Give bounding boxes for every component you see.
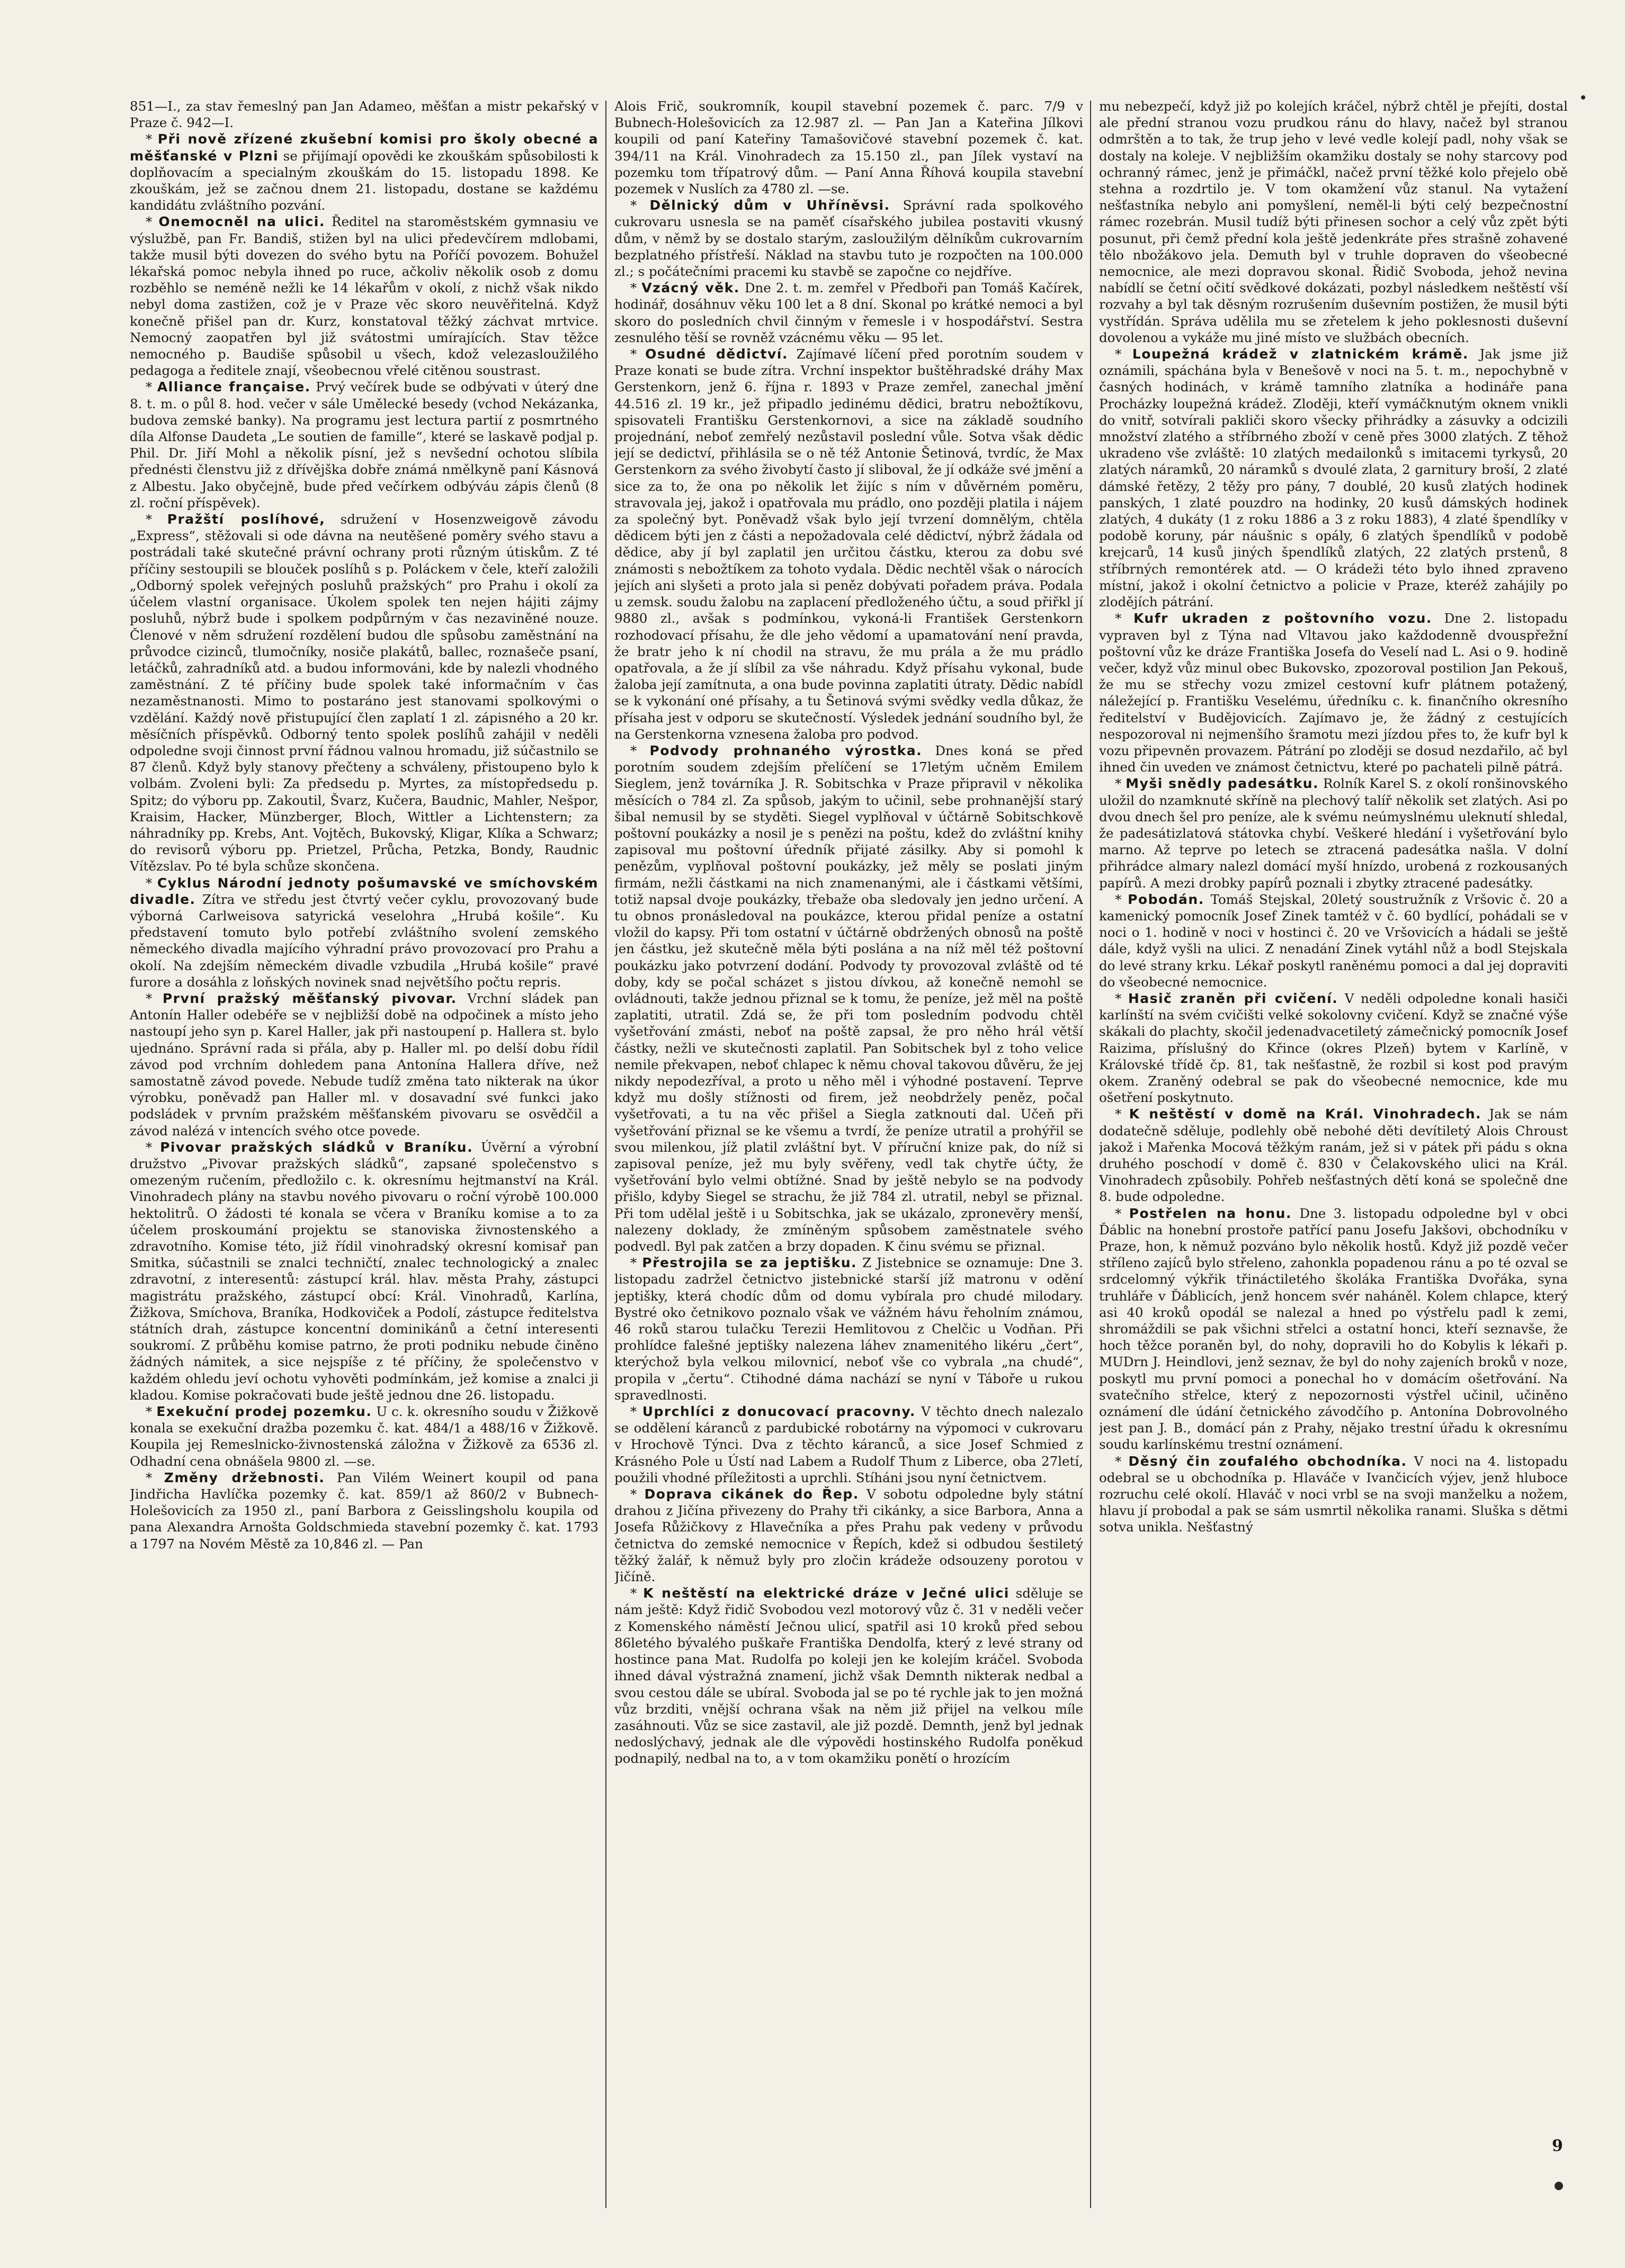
article-marker: * [1115, 1453, 1129, 1469]
news-article [130, 511, 599, 874]
news-article [614, 98, 1083, 197]
news-article [614, 742, 1083, 1254]
article-marker: * [146, 131, 158, 147]
article-headline: Myši snědly padesátku. [1126, 776, 1319, 792]
news-article [1099, 1205, 1568, 1453]
text-column-middle [614, 98, 1083, 2211]
article-body: se přijímají opovědi ke zkouškám spůsobilosti k doplňovacím a specialným zkouškám do 15. listopadu 1898. Ke zkouškám, jež se začnou dnem 21. listopadu, dostane se každému kandidátu zvláštního pozvání. [130, 148, 599, 213]
news-article [614, 1486, 1083, 1585]
article-body: 851—I., za stav řemeslný pan Jan Adameo, měšťan a mistr pekařský v Praze č. 942—I. [130, 98, 599, 131]
article-body: Vrchní sládek pan Antonín Haller odebéře se v nejbližší době na odpočinek a místo jeho nastoupí jeho syn p. Karel Haller, jak při nastoupení p. Hallera st. bylo ujednáno. Správní rada si přála, aby p. Haller ml. po delší dobu řídil závod pod vrchním dohledem pana Antonína Hallera dříve, než samostatně závod povede. Nebude tudíž změna tato nikterak na úkor výrobku, poněvadž pan Haller ml. v dosavadní své funkci jako podsládek v prvním pražském měšťanském pivovaru se osvědčil a závod nalézá v intencích svého otce povede. [130, 990, 599, 1139]
article-headline: Osudné dědictví. [645, 346, 788, 362]
article-headline: Postřelen na honu. [1129, 1205, 1292, 1221]
article-headline: K neštěstí v domě na Král. Vinohradech. [1129, 1106, 1482, 1122]
article-marker: * [146, 990, 163, 1006]
article-marker: * [1115, 1205, 1129, 1221]
article-marker: * [630, 1585, 644, 1601]
news-article [1099, 1106, 1568, 1205]
article-headline: Vzácný věk. [641, 280, 740, 296]
news-article [1099, 610, 1568, 775]
article-body: sděluje se nám ještě: Když řidič Svobodou vezl motorový vůz č. 31 v neděli večer z Komenského náměstí Ječnou ulicí, spatřil asi 10 kroků před sebou 86letého bývalého puškaře Františka Dendolfa, který z levé strany od hostince pana Mat. Rudolfa po koleji jen ke kolejím kráčel. Svoboda ihned dával výstražná znamení, jichž však Demnth nikterak nedbal a svou cestou dále se ubíral. Svoboda jal se po té rychle jak to jen možná vůz brzditi, vnější ochrana však na něm již přijel na velkou míle zasáhnouti. Vůz se sice zastavil, ale již pozdě. Demnth, jenž byl jednak nedoslýchavý, jednak ale dle výpovědi hostinského Rudolfa poněkud podnapilý, nedbal na to, a v tom okamžiku ponětí o hrozícím [614, 1585, 1083, 1767]
article-body: V sobotu odpoledne byly státní drahou z Jičína přivezeny do Prahy tři cikánky, a sice Barbora, Anna a Josefa Růžičkovy z Hlavečníka a přes Prahu pak vedeny v průvodu četnictva do zemské nemocnice v Řepích, kdež si odbudou šestiletý těžký žalář, k němuž byly pro zločin krádeže odsouzeny porotou v Jičíně. [614, 1486, 1083, 1585]
news-article [130, 131, 599, 213]
news-article [1099, 346, 1568, 610]
article-headline: Při nově zřízené zkušební komisi pro školy obecné a měšťanské v Plzni [130, 131, 599, 164]
article-marker: * [146, 1469, 164, 1485]
column-divider [605, 101, 606, 2208]
news-article [614, 346, 1083, 742]
news-article [614, 1403, 1083, 1486]
article-body: Jak jsme již oznámili, spáchána byla v Benešově v noci na 5. t. m., nepochybně v časných hodinách, v krámě tamního zlatníka a hodináře pana Procházky loupežná krádež. Zloději, kteří vymáčknutým oknem vnikli do vnitř, sotvírali pakliči skoro všecky přihrádky a zásuvky a odcizili množství zlatého a stříbrného zboží v ceně přes 3000 zlatých. Z těhož ukradeno vše zvláště: 10 zlatých medailonků s imitacemi tyrkysů, 20 zlatých náramků, 20 náramků s dvoulé zlata, 2 garnitury broší, 2 zlaté dámské řetězy, 2 těžy pro pány, 7 doublé, 20 kusů zlatých hodinek panských, 1 zlaté pouzdro na hodinky, 20 kusů dámských hodinek zlatých, 4 dukáty (1 z roku 1886 a 3 z roku 1883), 4 zlaté špendlíky v podobě koruny, pár náušnic s opály, 6 zlatých špendlíků v podobě krejcarů, 14 kusů jiných špendlíků zlatých, 22 zlatých prstenů, 8 stříbrných remontérek atd. — O krádeži této bylo ihned zpraveno místní, jakož i okolní četnictvo a policie v Praze, kteréž zahájily po zlodějích pátrání. [1099, 346, 1568, 610]
article-headline: Pobodán. [1128, 891, 1204, 907]
article-headline: Onemocněl na ulici. [158, 214, 325, 230]
article-marker: * [630, 346, 646, 362]
news-article [1099, 1453, 1568, 1536]
article-headline: První pražský měšťanský pivovar. [162, 990, 457, 1006]
article-body: Zítra ve středu jest čtvrtý večer cyklu, provozovaný bude výborná Carlweisova satyrická veselohra „Hrubá košile“. Ku představení tomuto bylo potřebí zvláštního svolení zemského německého divadla majícího výhradní právo provozovací pro Prahu a okolí. Na zdejším německém divadle vzbudila „Hrubá košile“ pravé furore a dosáhla z loňských novinek snad největšího počtu repris. [130, 891, 599, 990]
article-headline: Změny držebnosti. [164, 1469, 325, 1485]
article-marker: * [630, 742, 650, 758]
article-body: Alois Frič, soukromník, koupil stavební pozemek č. parc. 7/9 v Bubnech-Holešovicích za 12.987 zl. — Pan Jan a Kateřina Jílkovi koupili od paní Kateřiny Tamašovičové stavební pozemek č. kat. 394/11 na Král. Vinohradech za 15.150 zl., pan Jílek vystaví na pozemku tom třípatrový dům. — Paní Anna Říhová koupila stavební pozemek v Nuslích za 4780 zl. —se. [614, 98, 1083, 197]
article-body: V noci na 4. listopadu odebral se u obchodníka p. Hlaváče v Ivančicích výjev, jenž hluboce rozruchu celé okolí. Hlaváč v noci vrbl se na svoji manželku a nožem, hlavu jí probodal a pak se sám usmrtil několika ranami. Sluška s dětmi sotva unikla. Nešťastný [1099, 1453, 1568, 1535]
news-article [1099, 891, 1568, 990]
news-article [130, 213, 599, 379]
article-body: Dne 2. listopadu vypraven byl z Týna nad Vltavou jako každodenně dvouspřežní poštovní vůz ke dráze Františka Josefa do Veselí nad L. Asi o 9. hodině večer, když vůz minul obec Bukovsko, zpozoroval postilion Jan Pekouš, že mu se střechy vozu zmizel cestovní kufr plátnem potažený, náležející p. Františku Veselému, úředníku c. k. finančního okresního ředitelství v Budějovicích. Zajímavo je, že žádný z cestujících nespozoroval ni nejmenšího šramotu mezi jízdou přes to, že kufr byl k vozu připevněn provazem. Pátrání po zloději se dosud nezdařilo, ač byl ihned čin uveden ve známost četnictvu, které po pachateli pilně pátrá. [1099, 611, 1568, 775]
article-headline: Uprchlíci z donucovací pracovny. [642, 1404, 916, 1420]
article-headline: Pražští poslíhové, [167, 512, 326, 527]
article-body: Správní rada spolkového cukrovaru usnesla se na paměť císařského jubilea postaviti vkusný dům, v němž by se dostalo starým, zasloužilým dělníkům cukrovarním bezplatného přístřeší. Náklad na stavbu tuto je rozpočten na 100.000 zl.; s počátečními pracemi ku stavbě se započne co nejdříve. [614, 198, 1083, 280]
article-body: sdružení v Hosenzweigově závodu „Express“, stěžovali si ode dávna na neutěšené poměry svého stavu a postrádali také skutečné právní ochrany proti různým útiskům. Z té příčiny sestoupili se blouček poslíhů s p. Poláckem v čele, kteří založili „Odborný spolek veřejných posluhů pražských“ pro Prahu i okolí za účelem vlastní organisace. Úkolem spolek ten nejen hájiti zájmy posluhů, nýbrž bude i spolkem podpůrným v čas nezaviněné nouze. Členové v něm sdružení rozdělení budou dle spůsobu zaměstnání na průvodce cizinců, tlumočníky, nosiče plakátů, ballec, roznašeče psaní, letáčků, zahradníků atd. a budou informováni, kde by nalezli vhodného zaměstnání. Z té příčiny bude spolek také informačním v čas nezaměstnanosti. Mimo to postaráno jest stanovami spolkovými o vzdělání. Každý nově přistupující člen zaplatí 1 zl. zápisného a 20 kr. měsíčních příspěvků. Odborný tento spolek poslíhů zahájil v neděli odpoledne svoji činnost první řádnou valnou hromadu, již súčastnilo se 87 členů. Když byly stanovy přečteny a schváleny, přistoupeno bylo k volbám. Zvoleni byli: Za předsedu p. Myrtes, za místopředsedu p. Spitz; do výboru pp. Zakoutil, Švarz, Kučera, Baudnic, Mahler, Nešpor, Kraisim, Hacker, Münzberger, Bloch, Wittler a Lichtenstern; za náhradníky pp. Krebs, Ant. Vojtěch, Bukovský, Kligar, Klíka a Schwarz; do revisorů výboru pp. Prietzel, Průcha, Petzka, Bondy, Raudnic Vítězslav. Po té byla schůze skončena. [130, 512, 599, 874]
article-marker: * [630, 280, 642, 296]
article-headline: Alliance française. [157, 379, 311, 395]
article-body: mu nebezpečí, když již po kolejích kráčel, nýbrž chtěl je přejíti, dostal ale přední stranou vozu prudkou ránu do hlavy, načež byl stranou odmrštěn a to tak, že trup jeho v levé vedle kolejí padl, nohy však se dostaly na koleje. V nejbližším okamžiku dostaly se nohy starcovy pod ochranný rámec, jenž je přimáčkl, načež první těžké kolo přejelo obě stehna a rozdrtilo je. V tom okamžení vůz stanul. Na vytažení nešťastníka nebylo ani pomyšlení, neměl-li býti celý bezpečnostní rámec rozebrán. Musil tudíž býti přinesen sochor a celý vůz zpět býti posunut, při čemž přední kola ještě jedenkráte přes strašně zohavené tělo nbožákovo jela. Demuth byl v truhle dopraven do všeobecné nemocnice, ale mezi dopravou skonal. Řidič Svoboda, jehož nevina nabídlí se četní očití svědkové dokázati, pozbyl následkem neštěstí vší rozvahy a byl tak děsným rozrušením duševním postižen, že musil býti vystřídán. Správa udělila mu se zřetelem k jeho poklesnosti duševní dovolenou a vykáže mu jiné místo ve službách obecních. [1099, 98, 1568, 345]
article-marker: * [630, 198, 650, 213]
news-article [1099, 990, 1568, 1106]
article-marker: * [146, 379, 157, 395]
article-body: Prvý večírek bude se odbývati v úterý dne 8. t. m. o půl 8. hod. večer v sále Umělecké besedy (vchod Nekázanka, budova zemské banky). Na programu jest lectura partií z posmrtného díla Alfonse Daudeta „Le soutien de famille“, které se laskavě podjal p. Phil. Dr. Jiří Mohl a několik písní, jež s nevšední ochotou slíbila přednésti členstvu již z dřívějška dobře známá nmělkyně paní Kásnová z Albestu. Jako obyčejně, bude před večírkem odbýváu zápis členů (8 zl. roční příspěvek). [130, 379, 599, 510]
article-body: Jak se nám dodatečně sděluje, podlehly obě nebohé děti devítiletý Alois Chroust jakož i Mařenka Mocová těžkým ranám, jež si v pátek při pádu s okna druhého poschodí v domě č. 830 v Čelakovského ulici na Král. Vinohradech způsobily. Pohřeb nešťastných dětí koná se společně dne 8. bude odpoledne. [1099, 1106, 1568, 1205]
article-marker: * [146, 1404, 157, 1420]
article-body: Úvěrní a výrobní družstvo „Pivovar pražských sládků“, zapsané společenstvo s omezeným ručením, předložilo c. k. okresnímu hejtmanství na Král. Vinohradech plány na stavbu nového pivovaru o roční výrobě 100.000 hektolitrů. O žádosti té konala se včera v Braníku komise a to za účelem proskoumání projektu se stanoviska živnostenského a zdravotního. Komise této, již řídil vinohradský okresní komisař pan Smitka, súčastnili se znalci techničtí, znalec technologický a znalec zdravotní, z interesentů: zástupcí král. hlav. města Prahy, zástupci magistrátu pražského, zástupcí obcí: Král. Vinohradů, Karlína, Žižkova, Smíchova, Braníka, Hodkoviček a Podolí, zástupce ředitelstva státních drah, zástupce koncentní dominikánů a četní interesenti soukromí. Z průběhu komise patrno, že proti podniku nebude činěno žádných námitek, a sice nejspíše z té příčiny, že společenstvo v každém ohledu jeví ochotu vyhověti podmínkám, jež komise a znalci ji kladou. Komise pokračovati bude ještě jednou dne 26. listopadu. [130, 1139, 599, 1403]
page-number: 9 [1552, 2137, 1563, 2155]
text-column-right [1099, 98, 1568, 2211]
article-headline: Podvody prohnaného výrostka. [649, 742, 923, 758]
article-body: Zajímavé líčení před porotním soudem v Praze konati se bude zítra. Vrchní inspektor buštěhradské dráhy Max Gerstenkorn, jenž 6. října r. 1893 v Praze zemřel, zanechal jmění 44.516 zl. 19 kr., jež připadlo jedinému dědici, bratru nebožtíkovu, spisovateli Františku Gerstenkornovi, a sice na základě soudního projednání, neboť zemřelý nezůstavil poslední vůle. Sotva však dědic její se dedictví, přihlásila se o ně též Antonie Šetinová, tvrdíc, že Max Gerstenkorn za svého živobytí často jí sliboval, že jí odkáže své jmění a sice za to, že ona po několik let žijíc s ním v důvěrném poměru, stravovala jej, jakož i opatřovala mu prádlo, ono později platila i nájem za společný byt. Poněvadž však bylo její tvrzení domnělým, chtěla dědicem býti jen z části a nepožadovala celé dědictví, nýbrž žádala od dědice, aby jí byl zaplatil jen určitou částku, kterou za dobu své známosti s nebožtíkem za tohoto vydala. Dědic nechtěl však o nárocích jejích ani slyšeti a proto jala si peněz dobývati pořadem práva. Podala u zemsk. soudu žalobu na zaplacení předloženého účtu, a soud přiřkl jí 9880 zl., avšak s podmínkou, vykoná-li František Gerstenkorn rozhodovací přísahu, že dle jeho vědomí a upamatování není pravda, že bratr jeho k ní chodil na stravu, že mu prála a že mu prádlo opatřovala, a že jí slíbil za vše náhradu. Když přísahu vykonal, bude žaloba její zamítnuta, a ona bude povinna zaplatiti útraty. Dědic nabídl se k vykonání oné přísahy, a tu Šetinová svými svědky vedla důkaz, že přísaha jest v odporu se skutečností. Výsledek jednání soudního byl, že na Gerstenkorna vznesena žaloba pro podvod. [614, 346, 1083, 742]
article-body: Dne 2. t. m. zemřel v Předboři pan Tomáš Kačírek, hodinář, dosáhnuv věku 100 let a 8 dní. Skonal po krátké nemoci a byl skoro do posledních chvil činným v řemesle i v hospodářství. Sestra zesnulého těší se rovněž vzácnému věku — 95 let. [614, 280, 1083, 345]
article-marker: * [146, 512, 167, 527]
article-headline: Kufr ukraden z poštovního vozu. [1133, 611, 1432, 626]
article-marker: * [1115, 611, 1133, 626]
article-body: Dne 3. listopadu odpoledne byl v obci Ďáblic na honební prostoře patřící panu Josefu Jakšovi, obchodníku v Praze, hon, k němuž pozváno bylo několik hostů. Když již pozdě večer stříleno zajíců bylo střeleno, zahonkla popadenou ránu a po té ozval se srdcelomný výkřik třináctiletého školáka Františka Dvořáka, syna truhláře v Ďáblicích, jenž honcem svér naháněl. Kolem chlapce, který asi 40 kroků opodál se nalezal a hned po výstřelu padl k zemi, shromáždili se pak všichni střelci a ostatní honci, kteří seznavše, že hoch těžce poraněn byl, do nohy, dopravili ho do Kobylis k lékaři p. MUDrn J. Heindlovi, jenž seznav, že byl do nohy zajeních broků v noze, poskytl mu první pomoci a ponechal ho v domácím ošetřování. Na svatečního střelce, který z nepozornosti výstřel učinil, učiněno oznámení dle údání četnického závodčího p. Antonína Dobrovolného jest pan J. B., domácí pán z Prahy, nějako trestní úřadu k okresnímu soudu karlínskému trestní oznámení. [1099, 1205, 1568, 1453]
article-body: Ředitel na staroměstském gymnasiu ve výslužbě, pan Fr. Bandiš, stižen byl na ulici předevčírem mdlobami, takže musil býti dovezen do svého bytu na Poříčí povozem. Bohužel lékařská pomoc nebyla ihned po ruce, ačkoliv několik osob z domu rozběhlo se neméně nežli ke 14 lékařům v okolí, z nichž však nikdo nebyl doma zastižen, což je v Praze věc skoro neuvěřitelná. Když konečně přišel pan dr. Kurz, konstatoval těžký záchvat mrtvice. Nemocný zaopatřen byl již svátostmi umírajících. Stav těžce nemocného p. Baudiše spůsobil u všech, kdož velezasloužilého pedagoga a ředitele znají, všeobecnou vřelé citěnou soustrast. [130, 214, 599, 379]
article-headline: K neštěstí na elektrické dráze v Ječné ulici [643, 1585, 1010, 1601]
news-article [130, 1403, 599, 1469]
article-marker: * [1115, 891, 1128, 907]
article-body: Z Jistebnice se oznamuje: Dne 3. listopadu zadržel četnictvo jistebnické starší jíž matronu v odění jeptišky, která chodíc dům od domu vybírala pro chudé milodary. Bystré oko četnikovo poznalo však ve vážném hávu řeholním známou, 46 roků starou tulačku Terezii Hemlitovou z Chelčic u Vodňan. Při prohlídce falešné jeptišky nalezena láhev znamenitého likéru „čert“, kterýchož byla velkou milovnicí, neboť vše co vybrala „na chudé“, propila v „čertu“. Ctihodné dáma nachází se nyní v Táboře u rukou spravedlnosti. [614, 1255, 1083, 1403]
article-body: V neděli odpoledne konali hasiči karlínští na svém cvičišti velké sokolovny cvičení. Když se značné výše skákali do plachty, skočil jedenadvacetiletý zámečnický pomocník Josef Raizima, příslušný do Křince (okres Plzeň) bytem v Karlíně, v Královské třídě čp. 81, tak nešťastně, že rozbil si kost pod pravým okem. Zraněný odebral se pak do všeobecné nemocnice, kde mu ošetření poskytnuto. [1099, 990, 1568, 1106]
article-headline: Exekuční prodej pozemku. [156, 1404, 372, 1420]
article-marker: * [1115, 990, 1128, 1006]
news-article [130, 1139, 599, 1403]
news-article [130, 98, 599, 131]
article-body: V těchto dnech nalezalo se oddělení káranců z pardubické robotárny na výpomoci v cukrovaru v Hrochově Týnci. Dva z těchto káranců, a sice Josef Schmied z Krásného Pole u Ústí nad Labem a Rudolf Thum z Liberce, oba 27letí, použili vhodné příležitosti a uprchli. Stíháni jsou nyní četnictvem. [614, 1404, 1083, 1485]
news-article [130, 1469, 599, 1552]
article-headline: Dělnický dům v Uhříněvsi. [649, 198, 890, 213]
article-marker: * [146, 214, 159, 230]
article-headline: Doprava cikánek do Řep. [644, 1486, 859, 1502]
article-marker: * [630, 1255, 642, 1271]
article-headline: Cyklus Národní jednoty pošumavské ve smíchovském divadle. [130, 875, 599, 907]
news-article [130, 990, 599, 1139]
article-headline: Loupežná krádež v zlatnickém krámě. [1132, 346, 1469, 362]
article-headline: Pivovar pražských sládků v Braníku. [160, 1139, 474, 1155]
news-article [614, 1254, 1083, 1403]
news-article [130, 875, 599, 990]
news-article [614, 280, 1083, 346]
article-marker: * [630, 1404, 642, 1420]
article-body: Dnes koná se před porotním soudem zdejším přelíčení se 17letým učněm Emilem Sieglem, jenž továrníka J. R. Sobitschka v Praze připravil v několika měsících o 784 zl. Za spůsob, jakým to učinil, sebe prohnanější starý šibal nemusil by se styděti. Siegel vyplňoval v účtárně Sobitschkově poštovní poukázky a nosil je s penězi na poštu, kdež do zvláštní knihy zapisoval mu poštovní úředník přijaté zásilky. Aby si pomohl k penězům, vyplňoval poštovní poukázky, jež měly se poslati jiným firmám, nežli částkami na nich znamenanými, ale i částkami většími, totiž napsal dvoje poukázky, třebaže oba sledovaly jen jedno určení. A tu obnos pronásledoval na poukázce, kterou přidal peníze a ostatní vložil do kapsy. Při tom ostatní v účtárně obdržených obnosů na poště jen částku, jež skutečně měla býti poslána a na níž měl též poštovní poukázku jako potvrzení dodání. Podvody ty provozoval zvláště od té doby, kdy se počal scházet s jistou dívkou, až konečně nemohl se ovládnouti, takže jednou přiznal se k tomu, že peníze, jež měl na poště zaplatiti, utratil. Zdá se, že při tom posledním podvodu chtěl vyšetřování zmásti, neboť na poště zapsal, že pro něho hrál větší částky, nežli ve skutečnosti zaplatil. Pan Sobitschek byl z toho velice nemile překvapen, neboť chlapec k němu choval takovou důvěru, že jej nikdy nepodezříval, a proto u něho měl i výhodné postavení. Teprve když mu došly stížnosti od firem, jež neobdržely peněz, počal vyšetřovati, a tu na věc přišel a Siegla zatknouti dal. Učeň při vyšetřování přiznal se ke všemu a tvrdí, že peníze utratil a prohýřil se svou milenkou, jíž platil zvláštní byt. V příruční knize pak, do níž si zapisoval peníze, jež mu byly svěřeny, vedl tak chytře účty, že vyšetřování bylo velmi obtížné. Snad by ještě nebylo se na podvody přišlo, kdyby Siegel se strachu, že již 784 zl. utratil, nebyl se přiznal. Při tom udělal ještě i u Sobitschka, jak se ukázalo, zpronevěry menší, nalezeny doklady, že zmíněným spůsobem zaměstnatele svého podvedl. Byl pak zatčen a brzy dopaden. K činu svému se přiznal. [614, 742, 1083, 1254]
news-article [130, 379, 599, 511]
article-headline: Hasič zraněn při cvičení. [1128, 990, 1338, 1006]
article-body: Pan Vilém Weinert koupil od pana Jindřicha Havlíčka pozemky č. kat. 859/1 až 860/2 v Bubnech-Holešovicích za 1950 zl., paní Barbora z Geisslingsholu koupila od pana Alexandra Arnošta Goldschmieda stavební pozemky č. kat. 1793 a 1797 na Novém Městě za 10,846 zl. — Pan [130, 1469, 599, 1552]
article-body: U c. k. okresního soudu v Žižkově konala se exekuční dražba pozemku č. kat. 484/1 a 488/16 v Žižkově. Koupila jej Remeslnicko-živnostenská záložna v Žižkově za 6536 zl. Odhadní cena obnášela 9800 zl. —se. [130, 1404, 599, 1469]
ink-blot [1555, 2182, 1563, 2190]
news-article [614, 1585, 1083, 1767]
news-article [1099, 98, 1568, 346]
article-marker: * [146, 875, 157, 891]
article-body: Rolník Karel S. z okolí ronšinovského uložil do nzamknuté skříně na plechový talíř několik set zlatých. Asi po dvou dnech šel pro peníze, ale k svému neúmyslnému uleknutí shledal, že padesátizlatová státovka chybí. Veškeré hledání i vyšetřování bylo marno. Až teprve po letech se ztracená padesátka našla. V dolní přihrádce almary nalezl domácí myší hnízdo, urobená z rozkousaných papírů. A mezi drobky papírů poznali i zbytky ztracené padesátky. [1099, 776, 1568, 891]
article-marker: * [630, 1486, 645, 1502]
article-body: Tomáš Stejskal, 20letý soustružník z Vršovic č. 20 a kamenický pomocník Josef Zinek tamtéž v č. 60 bydlící, pohádali se v noci o 1. hodině v noci v hostinci č. 20 ve Vršovicích a hádali se ještě dále, když vyšli na ulici. Z nenadání Zinek vytáhl nůž a bodl Stejskala do levé strany krku. Lékař poskytl raněnému pomoci a dal jej dopraviti do všeobecné nemocnice. [1099, 891, 1568, 990]
news-article [614, 197, 1083, 280]
article-marker: * [1115, 346, 1132, 362]
ink-blot [1581, 95, 1585, 100]
news-article [1099, 775, 1568, 891]
column-divider [1090, 101, 1091, 2208]
article-marker: * [146, 1139, 160, 1155]
text-column-left [130, 98, 599, 2211]
article-headline: Děsný čin zoufalého obchodníka. [1128, 1453, 1407, 1469]
article-marker: * [1115, 1106, 1129, 1122]
article-marker: * [1115, 776, 1126, 792]
article-headline: Přestrojila se za jeptišku. [642, 1255, 858, 1271]
